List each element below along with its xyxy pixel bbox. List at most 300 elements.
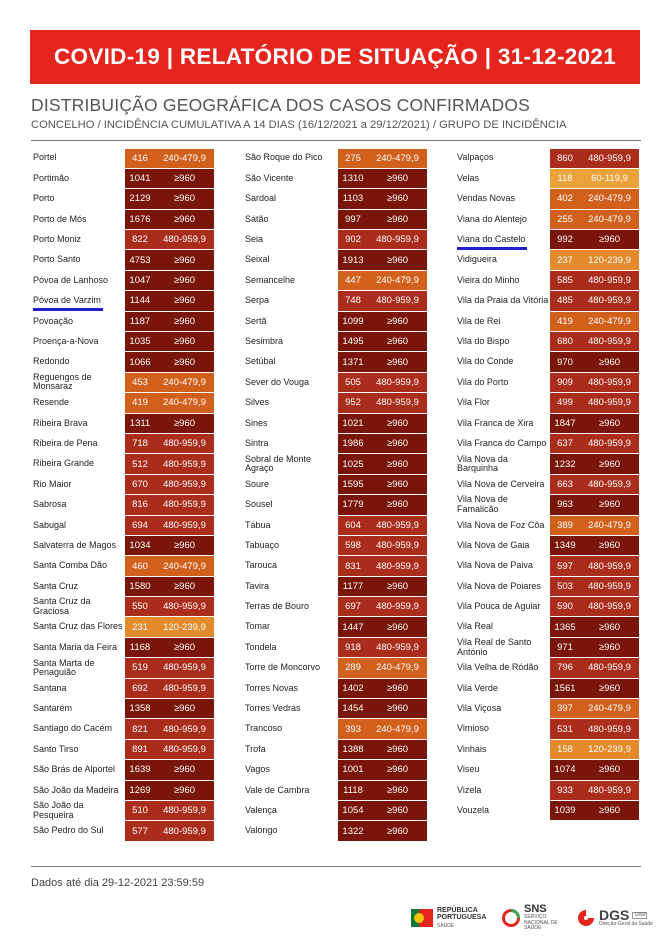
municipality-name: Semancelhe [245,274,296,285]
incidence-group: ≥960 [368,475,427,494]
incidence-value: 796 [550,658,580,677]
municipality-name: Santa Cruz da Graciosa [33,596,91,616]
republica-line3: SAÚDE [437,922,455,929]
incidence-value: 499 [550,393,580,412]
municipality-name: Porto de Mós [33,213,87,224]
municipality-name: Sintra [245,437,269,448]
incidence-value: 510 [125,801,155,820]
incidence-group: 120-239,9 [155,617,214,636]
incidence-value: 1454 [338,699,368,718]
municipality-name: Sever do Vouga [245,376,310,387]
incidence-value: 1371 [338,352,368,371]
municipality-name: Valença [245,804,277,815]
municipality-name: Vinhais [457,743,487,754]
incidence-group: ≥960 [155,271,214,290]
incidence-group: 480-959,9 [580,434,639,453]
incidence-group: 120-239,9 [580,740,639,759]
dgs-sublabel: Direção-Geral da Saúde [599,921,653,928]
incidence-value: 1232 [550,454,580,473]
incidence-group: ≥960 [155,414,214,433]
municipality-name: Serpa [245,295,270,306]
incidence-group: ≥960 [155,250,214,269]
incidence-value: 1066 [125,352,155,371]
incidence-group: ≥960 [368,169,427,188]
municipality-name: Tomar [245,621,271,632]
incidence-group: ≥960 [155,169,214,188]
incidence-group: 480-959,9 [368,556,427,575]
republica-line2: PORTUGUESA [437,914,487,922]
municipality-name: Santo Tirso [33,743,79,754]
incidence-group: 480-959,9 [368,393,427,412]
municipality-name: Vila Flor [457,397,490,408]
incidence-group: ≥960 [155,699,214,718]
incidence-group: ≥960 [368,495,427,514]
incidence-group: 480-959,9 [368,373,427,392]
municipality-name: Seixal [245,254,270,265]
incidence-group: 480-959,9 [155,495,214,514]
incidence-value: 718 [125,434,155,453]
incidence-group: ≥960 [580,617,639,636]
incidence-group: 480-959,9 [368,230,427,249]
data-date-note: Dados até dia 29-12-2021 23:59:59 [31,877,205,889]
municipality-name: Vila Verde [457,682,498,693]
municipality-name: Viana do Alentejo [457,213,527,224]
incidence-value: 1847 [550,414,580,433]
incidence-group: 480-959,9 [155,597,214,616]
municipality-name: Vila Real [457,621,493,632]
dgs-badge: 1899 [634,911,646,918]
municipality-name: São Vicente [245,172,294,183]
municipality-name: Sardoal [245,193,277,204]
municipality-name: Resende [33,397,70,408]
incidence-value: 1913 [338,250,368,269]
incidence-group: 480-959,9 [368,291,427,310]
header-banner [0,0,672,88]
report-title: COVID-19 | RELATÓRIO DE SITUAÇÃO | 31-12-2021 [30,30,640,84]
municipality-name: Santana [33,682,67,693]
incidence-value: 1986 [338,434,368,453]
municipality-name: Sátão [245,213,269,224]
incidence-value: 1041 [125,169,155,188]
municipality-name: Torre de Moncorvo [245,662,321,673]
municipality-name: Viseu [457,764,480,775]
incidence-group: 480-959,9 [580,597,639,616]
incidence-value: 816 [125,495,155,514]
incidence-value: 1144 [125,291,155,310]
incidence-value: 1639 [125,760,155,779]
municipality-name: Vila de Rei [457,315,501,326]
incidence-value: 909 [550,373,580,392]
dgs-emblem-icon [576,908,596,928]
incidence-group: 480-959,9 [580,149,639,168]
incidence-group: 480-959,9 [580,475,639,494]
incidence-group: 480-959,9 [580,271,639,290]
incidence-group: 240-479,9 [155,556,214,575]
incidence-value: 1365 [550,617,580,636]
incidence-value: 694 [125,516,155,535]
incidence-group: ≥960 [580,801,639,820]
republica-emblem-icon [411,907,433,929]
incidence-value: 505 [338,373,368,392]
municipality-name: Vimioso [457,723,489,734]
incidence-value: 419 [125,393,155,412]
municipality-name: Vila Nova de Foz Côa [457,519,545,530]
municipality-name: Vila da Praia da Vitória [457,295,549,306]
municipality-name: São Pedro do Sul [33,825,104,836]
municipality-name: Seia [245,234,264,245]
municipality-name: Vila Pouca de Aguiar [457,601,541,612]
incidence-group: 480-959,9 [155,679,214,698]
incidence-group: ≥960 [580,638,639,657]
incidence-group: 240-479,9 [155,393,214,412]
incidence-value: 604 [338,516,368,535]
incidence-group: ≥960 [368,740,427,759]
incidence-value: 1402 [338,679,368,698]
incidence-group: 60-119,9 [580,169,639,188]
incidence-value: 1099 [338,312,368,331]
incidence-group: ≥960 [155,638,214,657]
incidence-value: 460 [125,556,155,575]
incidence-group: 480-959,9 [155,516,214,535]
incidence-group: 480-959,9 [368,597,427,616]
incidence-group: 240-479,9 [155,149,214,168]
incidence-group: ≥960 [368,821,427,840]
municipality-name: Tavira [245,580,270,591]
incidence-group: ≥960 [155,189,214,208]
incidence-group: 120-239,9 [580,250,639,269]
municipality-name: Vagos [245,764,270,775]
incidence-group: 480-959,9 [580,291,639,310]
incidence-value: 1025 [338,454,368,473]
incidence-group: ≥960 [155,781,214,800]
incidence-group: ≥960 [368,210,427,229]
incidence-group: ≥960 [368,332,427,351]
incidence-group: ≥960 [368,352,427,371]
incidence-group: ≥960 [368,801,427,820]
incidence-group: ≥960 [368,617,427,636]
incidence-value: 1349 [550,536,580,555]
incidence-value: 1021 [338,414,368,433]
incidence-value: 416 [125,149,155,168]
municipality-name: São Roque do Pico [245,152,323,163]
incidence-value: 697 [338,597,368,616]
incidence-value: 1035 [125,332,155,351]
municipality-name: Sobral de Monte Agraço [245,453,312,474]
incidence-value: 992 [550,230,580,249]
incidence-group: 240-479,9 [580,210,639,229]
incidence-value: 397 [550,699,580,718]
incidence-value: 519 [125,658,155,677]
incidence-group: ≥960 [580,536,639,555]
municipality-name: Vila do Porto [457,376,509,387]
incidence-group: 480-959,9 [580,658,639,677]
incidence-group: ≥960 [368,454,427,473]
municipality-name: Vieira do Minho [457,274,520,285]
incidence-group: 480-959,9 [155,801,214,820]
incidence-value: 997 [338,210,368,229]
incidence-value: 1779 [338,495,368,514]
municipality-name: Tondela [245,641,277,652]
incidence-value: 1001 [338,760,368,779]
incidence-group: ≥960 [368,699,427,718]
incidence-group: ≥960 [580,679,639,698]
incidence-group: 480-959,9 [155,719,214,738]
municipality-name: Vila Nova de Gaia [457,539,530,550]
incidence-value: 933 [550,781,580,800]
incidence-value: 1168 [125,638,155,657]
municipality-name: Setúbal [245,356,276,367]
incidence-value: 512 [125,454,155,473]
sns-logo [501,903,564,933]
municipality-name: Soure [245,478,270,489]
municipality-name: Vila Viçosa [457,703,502,714]
incidence-value: 1034 [125,536,155,555]
incidence-group: ≥960 [580,352,639,371]
dgs-logo [576,903,653,933]
municipality-name: Redondo [33,356,70,367]
incidence-group: ≥960 [580,760,639,779]
incidence-group: 240-479,9 [580,312,639,331]
municipality-name: Santarém [33,703,73,714]
incidence-group: ≥960 [368,414,427,433]
incidence-group: 240-479,9 [155,373,214,392]
incidence-group: 480-959,9 [580,332,639,351]
incidence-value: 447 [338,271,368,290]
municipality-name: Tarouca [245,560,278,571]
incidence-value: 2129 [125,189,155,208]
municipality-name: Vila Nova de Paiva [457,560,533,571]
sns-sublabel: SERVIÇO NACIONAL DE SAÚDE [524,914,558,932]
incidence-value: 891 [125,740,155,759]
dgs-label: DGS [599,907,630,924]
incidence-group: ≥960 [368,577,427,596]
municipality-name: Porto Moniz [33,234,82,245]
incidence-value: 918 [338,638,368,657]
incidence-value: 231 [125,617,155,636]
municipality-name: Salvaterra de Magos [33,539,117,550]
municipality-name: Ribeira Grande [33,458,95,469]
incidence-value: 970 [550,352,580,371]
municipality-name: Povoação [33,315,74,326]
incidence-value: 680 [550,332,580,351]
sns-ring-icon [501,908,521,928]
incidence-value: 485 [550,291,580,310]
incidence-group: 480-959,9 [155,658,214,677]
incidence-value: 1054 [338,801,368,820]
incidence-group: 480-959,9 [368,536,427,555]
incidence-group: 480-959,9 [368,638,427,657]
incidence-value: 275 [338,149,368,168]
incidence-group: ≥960 [155,536,214,555]
incidence-group: ≥960 [580,454,639,473]
municipality-name: Vidigueira [457,254,497,265]
incidence-group: ≥960 [368,312,427,331]
municipality-name: Vouzela [457,804,490,815]
incidence-value: 393 [338,719,368,738]
incidence-group: ≥960 [368,760,427,779]
municipality-name: Vizela [457,784,482,795]
incidence-value: 1118 [338,781,368,800]
municipality-name: Velas [457,172,480,183]
republica-line1: REPÚBLICA [437,906,478,914]
municipality-name: Portel [33,152,57,163]
municipality-name: Ribeira Brava [33,417,88,428]
municipality-name: Santa Marta de Penaguião [33,657,95,677]
incidence-value: 1561 [550,679,580,698]
municipality-name: Tabuaço [245,539,280,550]
incidence-group: ≥960 [155,577,214,596]
municipality-name: Sesimbra [245,336,284,346]
incidence-value: 550 [125,597,155,616]
municipality-name: Santiago do Cacém [33,723,113,734]
incidence-value: 585 [550,271,580,290]
section-title: DISTRIBUIÇÃO GEOGRÁFICA DOS CASOS CONFIRMADOS [31,95,531,115]
municipality-name: Trancoso [245,723,283,734]
municipality-name: Viana do Castelo [457,234,526,245]
municipality-name: Terras de Bouro [245,601,310,612]
incidence-value: 1177 [338,577,368,596]
incidence-group: 480-959,9 [580,781,639,800]
incidence-value: 1495 [338,332,368,351]
incidence-value: 598 [338,536,368,555]
municipality-name: São João da Madeira [33,784,119,795]
incidence-value: 821 [125,719,155,738]
incidence-value: 158 [550,740,580,759]
municipality-name: Sines [245,417,268,428]
incidence-value: 952 [338,393,368,412]
incidence-value: 503 [550,577,580,596]
incidence-group: 240-479,9 [368,149,427,168]
incidence-value: 590 [550,597,580,616]
incidence-group: ≥960 [368,434,427,453]
municipality-name: Vale de Cambra [245,784,310,795]
municipality-name: Póvoa de Varzim [33,295,101,306]
incidence-value: 1447 [338,617,368,636]
incidence-value: 1311 [125,414,155,433]
incidence-group: 480-959,9 [580,719,639,738]
incidence-value: 1322 [338,821,368,840]
municipality-name: Silves [245,397,270,408]
incidence-group: 480-959,9 [155,740,214,759]
incidence-group: ≥960 [155,312,214,331]
incidence-value: 1039 [550,801,580,820]
bottom-divider [31,866,641,867]
incidence-value: 1047 [125,271,155,290]
incidence-value: 963 [550,495,580,514]
incidence-group: 480-959,9 [155,454,214,473]
incidence-value: 255 [550,210,580,229]
sns-label: SNS [524,903,547,916]
top-divider [31,140,641,141]
incidence-value: 402 [550,189,580,208]
incidence-group: 480-959,9 [155,475,214,494]
municipality-name: Sousel [245,499,273,510]
municipality-name: Trofa [245,743,266,754]
incidence-value: 1310 [338,169,368,188]
municipality-name: Proença-a-Nova [33,336,99,346]
municipality-name: Vila Nova de Cerveira [457,478,545,489]
municipality-name: Tábua [245,519,271,530]
incidence-value: 1676 [125,210,155,229]
municipality-name: Rio Maior [33,478,72,489]
incidence-value: 1187 [125,312,155,331]
incidence-value: 860 [550,149,580,168]
municipality-name: Sabrosa [33,499,67,510]
incidence-group: ≥960 [155,332,214,351]
municipality-name: Ribeira de Pena [33,437,98,448]
section-subtitle: CONCELHO / INCIDÊNCIA CUMULATIVA A 14 DIAS (16/12/2021 a 29/12/2021) / GRUPO DE INCIDÊNCIA [31,119,567,131]
municipality-name: Sertã [245,315,267,326]
municipality-name: Porto [33,193,55,204]
municipality-name: Vila Franca de Xira [457,417,534,428]
incidence-group: 240-479,9 [368,658,427,677]
incidence-value: 419 [550,312,580,331]
incidence-group: ≥960 [580,495,639,514]
incidence-value: 1074 [550,760,580,779]
incidence-group: 480-959,9 [155,434,214,453]
incidence-group: ≥960 [580,414,639,433]
incidence-group: 480-959,9 [155,230,214,249]
incidence-value: 637 [550,434,580,453]
incidence-value: 531 [550,719,580,738]
incidence-group: ≥960 [155,210,214,229]
municipality-name: Valpaços [457,152,494,163]
incidence-value: 971 [550,638,580,657]
municipality-name: Santa Maria da Feira [33,641,118,652]
municipality-name: Santa Cruz das Flores [33,621,123,632]
incidence-value: 748 [338,291,368,310]
municipality-name: Valongo [245,825,278,836]
incidence-group: ≥960 [155,760,214,779]
incidence-value: 118 [550,169,580,188]
incidence-group: ≥960 [368,189,427,208]
incidence-value: 902 [338,230,368,249]
incidence-value: 577 [125,821,155,840]
incidence-group: 240-479,9 [368,719,427,738]
municipality-name: Vila Nova da Barquinha [457,453,508,474]
incidence-group: 480-959,9 [580,556,639,575]
incidence-group: 240-479,9 [368,271,427,290]
incidence-value: 831 [338,556,368,575]
incidence-group: 480-959,9 [580,577,639,596]
incidence-value: 670 [125,475,155,494]
municipality-name: São João da Pesqueira [33,800,84,820]
municipality-name: Torres Novas [245,682,299,693]
municipality-name: Torres Vedras [245,703,301,714]
incidence-group: ≥960 [155,291,214,310]
municipality-name: Vila Franca do Campo [457,437,547,448]
incidence-value: 1103 [338,189,368,208]
incidence-group: ≥960 [368,781,427,800]
municipality-name: Vila do Bispo [457,336,510,346]
incidence-value: 1358 [125,699,155,718]
incidence-group: ≥960 [155,352,214,371]
municipality-name: Vila do Conde [457,356,514,367]
incidence-group: ≥960 [368,679,427,698]
incidence-value: 237 [550,250,580,269]
incidence-group: 480-959,9 [580,373,639,392]
incidence-value: 1269 [125,781,155,800]
incidence-value: 389 [550,516,580,535]
municipality-name: Vila Real de Santo António [457,637,532,657]
incidence-group: 240-479,9 [580,699,639,718]
incidence-group: 240-479,9 [580,189,639,208]
incidence-value: 4753 [125,250,155,269]
incidence-value: 1595 [338,475,368,494]
incidence-value: 453 [125,373,155,392]
incidence-value: 1580 [125,577,155,596]
municipality-name: Santa Comba Dão [33,560,108,571]
